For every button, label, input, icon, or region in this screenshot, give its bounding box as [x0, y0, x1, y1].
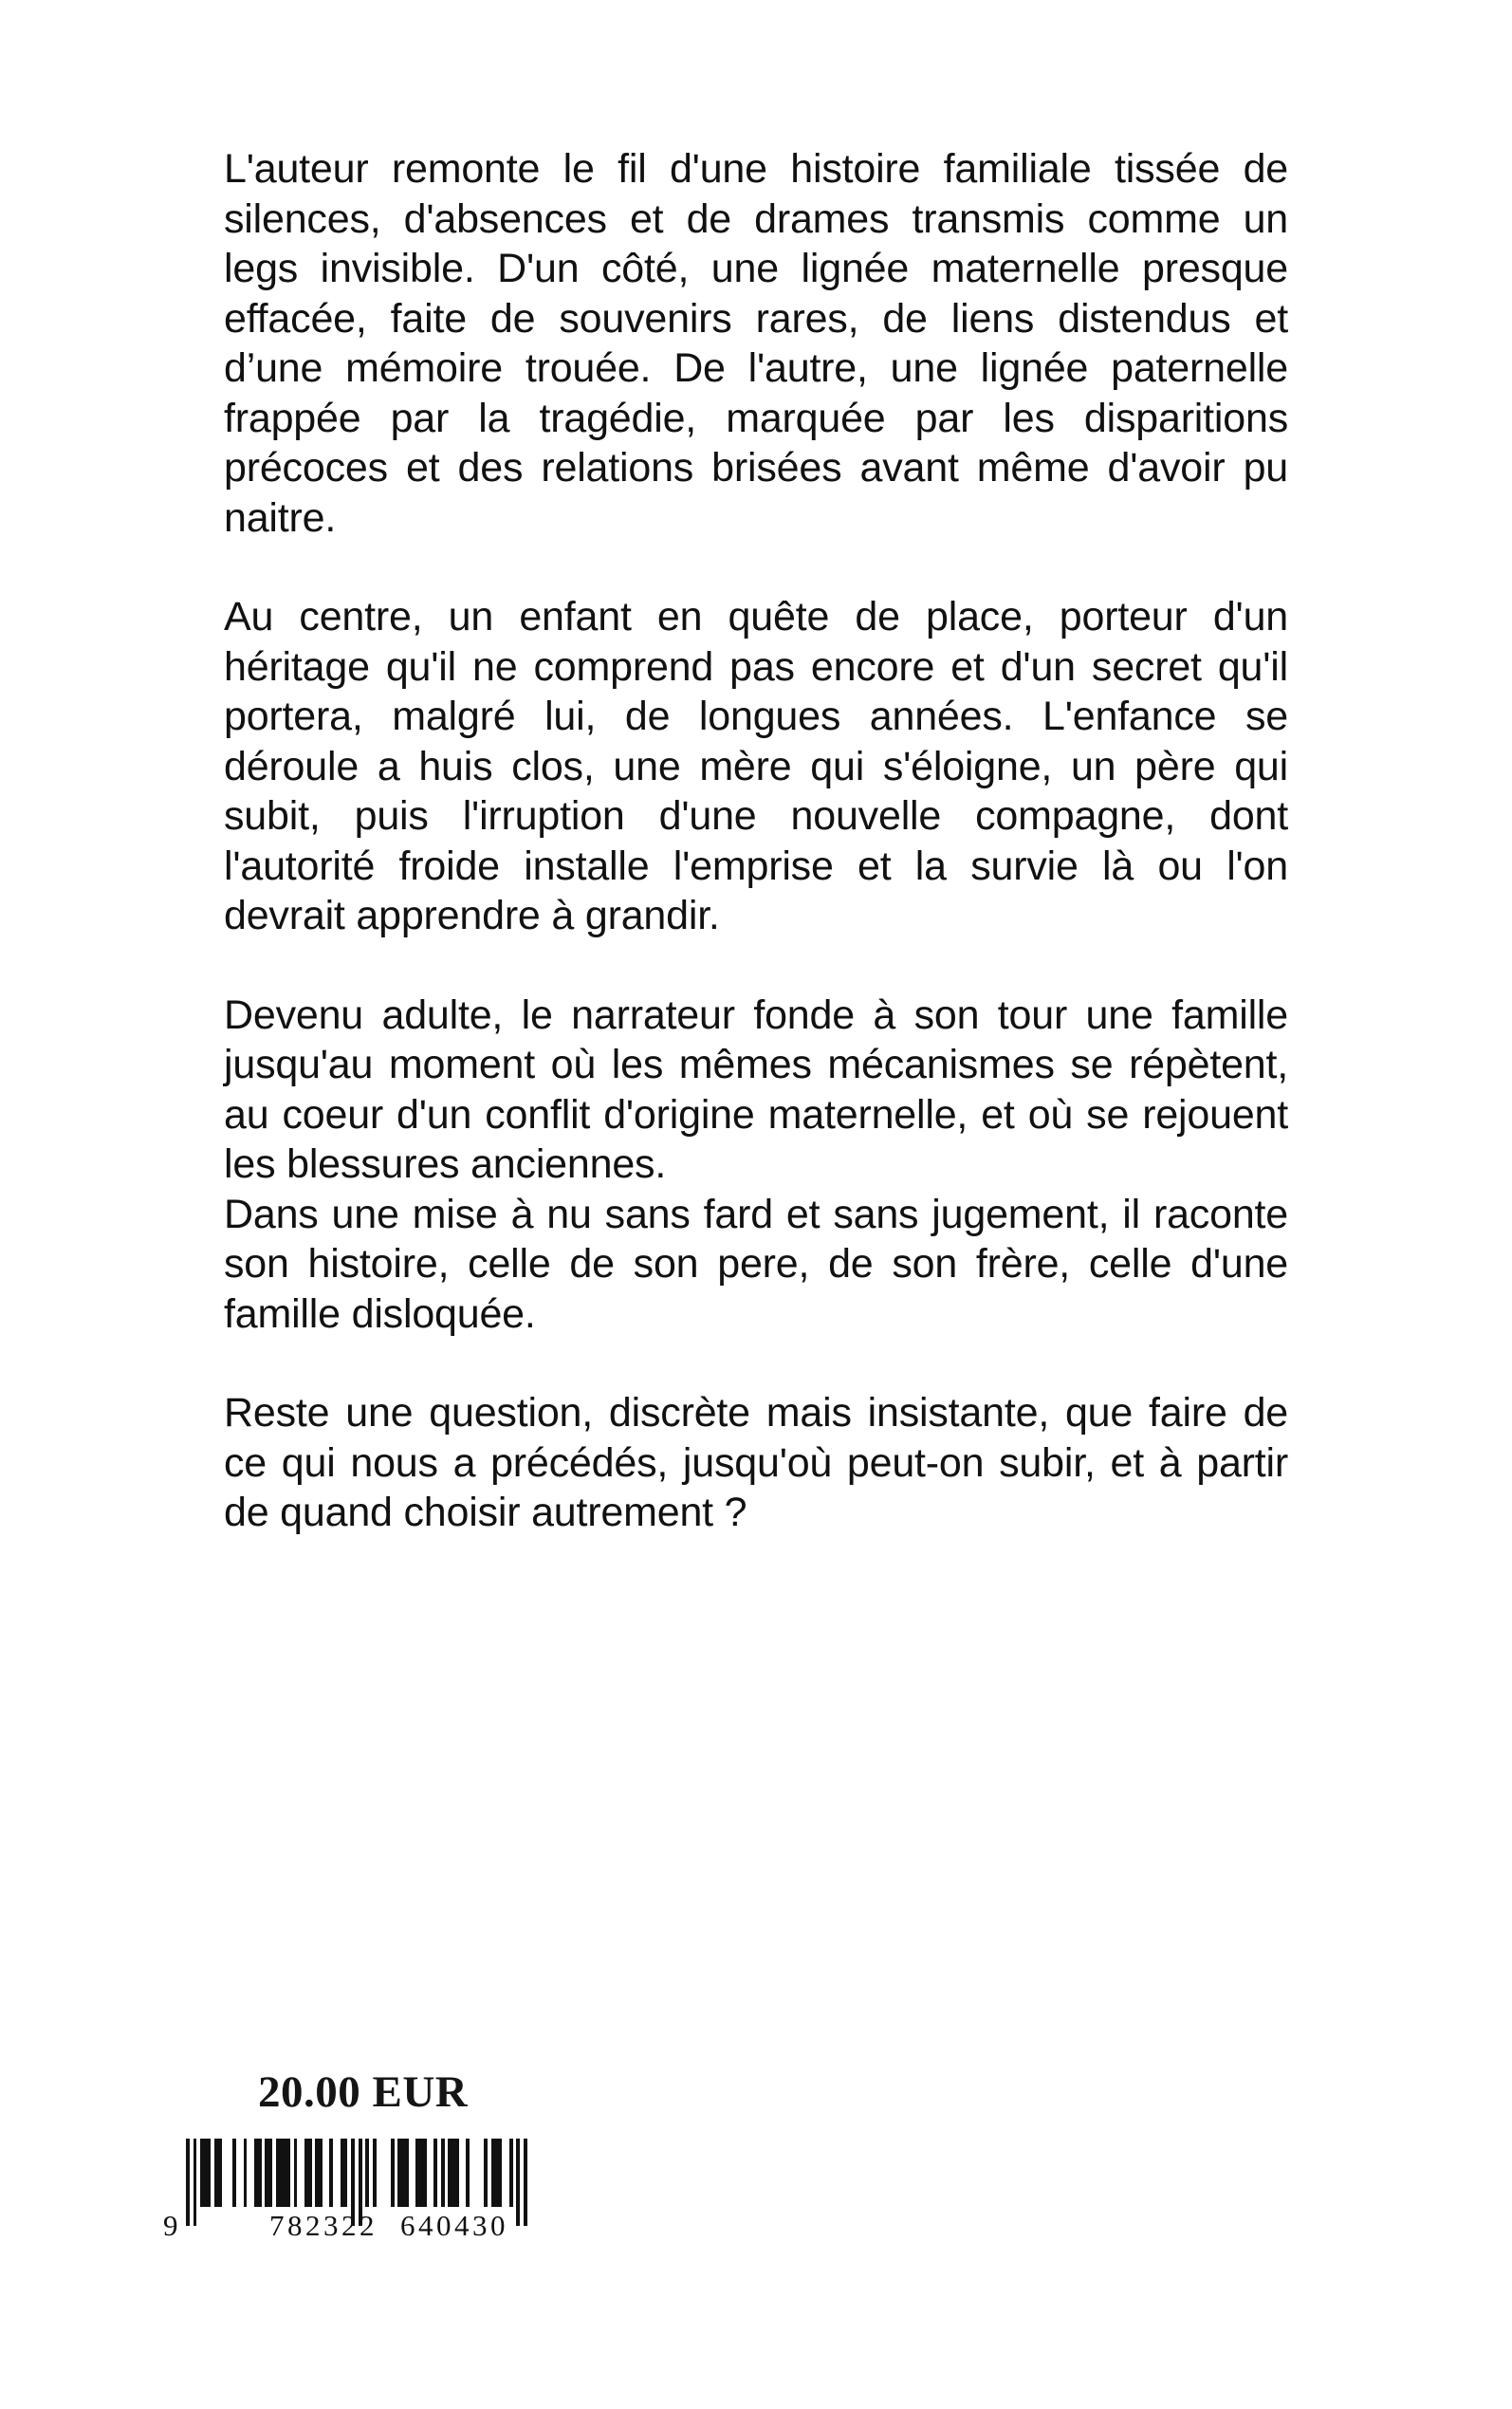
blurb-paragraph-4: Dans une mise à nu sans fard et sans jugement, il raconte son histoire, celle de son pere, de son frère, celle d'une famille disloquée. [224, 1191, 1288, 1337]
barcode-digits [163, 2207, 527, 2245]
barcode-bar [297, 2139, 304, 2207]
barcode-bar [470, 2139, 484, 2207]
barcode-bar [222, 2139, 232, 2207]
barcode-bar [448, 2139, 458, 2207]
barcode-bar [265, 2139, 272, 2207]
barcode [163, 2139, 527, 2245]
barcode-bar [276, 2139, 290, 2207]
barcode-bar [415, 2139, 426, 2207]
barcode-bar [304, 2139, 312, 2207]
barcode-bar [247, 2139, 254, 2207]
barcode-bar [323, 2139, 330, 2207]
barcode-bar [491, 2139, 502, 2207]
barcode-lead-digit: 9 [163, 2209, 181, 2242]
barcode-bar [254, 2139, 262, 2207]
barcode-bar [502, 2139, 509, 2207]
paragraph-spacer [224, 941, 1288, 991]
barcode-left-group: 782322 [269, 2209, 378, 2242]
blurb-text-block [224, 144, 1288, 1538]
paragraph-spacer [224, 543, 1288, 592]
blurb-paragraph-5: Reste une question, discrète mais insistante, que faire de ce qui nous a précédés, jusqu'où peut-on subir, et à partir de quand choisir autrement ? [224, 1390, 1288, 1535]
barcode-bar [409, 2139, 416, 2207]
barcode-bar [236, 2139, 244, 2207]
price-label: 20.00 EUR [258, 2067, 469, 2117]
barcode-bar [341, 2139, 348, 2207]
barcode-bar [377, 2139, 391, 2207]
barcode-bar [333, 2139, 341, 2207]
barcode-bar [200, 2139, 211, 2207]
barcode-bar [397, 2139, 408, 2207]
barcode-bar [459, 2139, 467, 2207]
blurb-paragraph-3: Devenu adulte, le narrateur fonde à son tour une famille jusqu'au moment où les mêmes mécanismes se répètent, au coeur d'un conflit d'origine maternelle, et où se rejouent les blessures anciennes. [224, 991, 1288, 1187]
blurb-paragraph-1: L'auteur remonte le fil d'une histoire familiale tissée de silences, d'absences et de drames transmis comme un legs invisible. D'un côté, une lignée maternelle presque effacée, faite de souvenirs rares, de liens distendus et d’une mémoire trouée. De l'autre, une lignée paternelle frappée par la tragédie, marquée par les disparitions précoces et des relations brisées avant même d'avoir pu naitre. [224, 146, 1288, 541]
barcode-bar [315, 2139, 323, 2207]
barcode-right-group: 640430 [400, 2209, 508, 2242]
barcode-bar [427, 2139, 434, 2207]
blurb-paragraph-2: Au centre, un enfant en quête de place, porteur d'un héritage qu'il ne comprend pas encore et d'un secret qu'il portera, malgré lui, de longues années. L'enfance se déroule a huis clos, une mère qui s'éloigne, un père qui subit, puis l'irruption d'une nouvelle compagne, dont l'autorité froide installe l'emprise et la survie là ou l'on devrait apprendre à grandir. [224, 594, 1288, 938]
paragraph-spacer [224, 1339, 1288, 1388]
barcode-bar [214, 2139, 222, 2207]
